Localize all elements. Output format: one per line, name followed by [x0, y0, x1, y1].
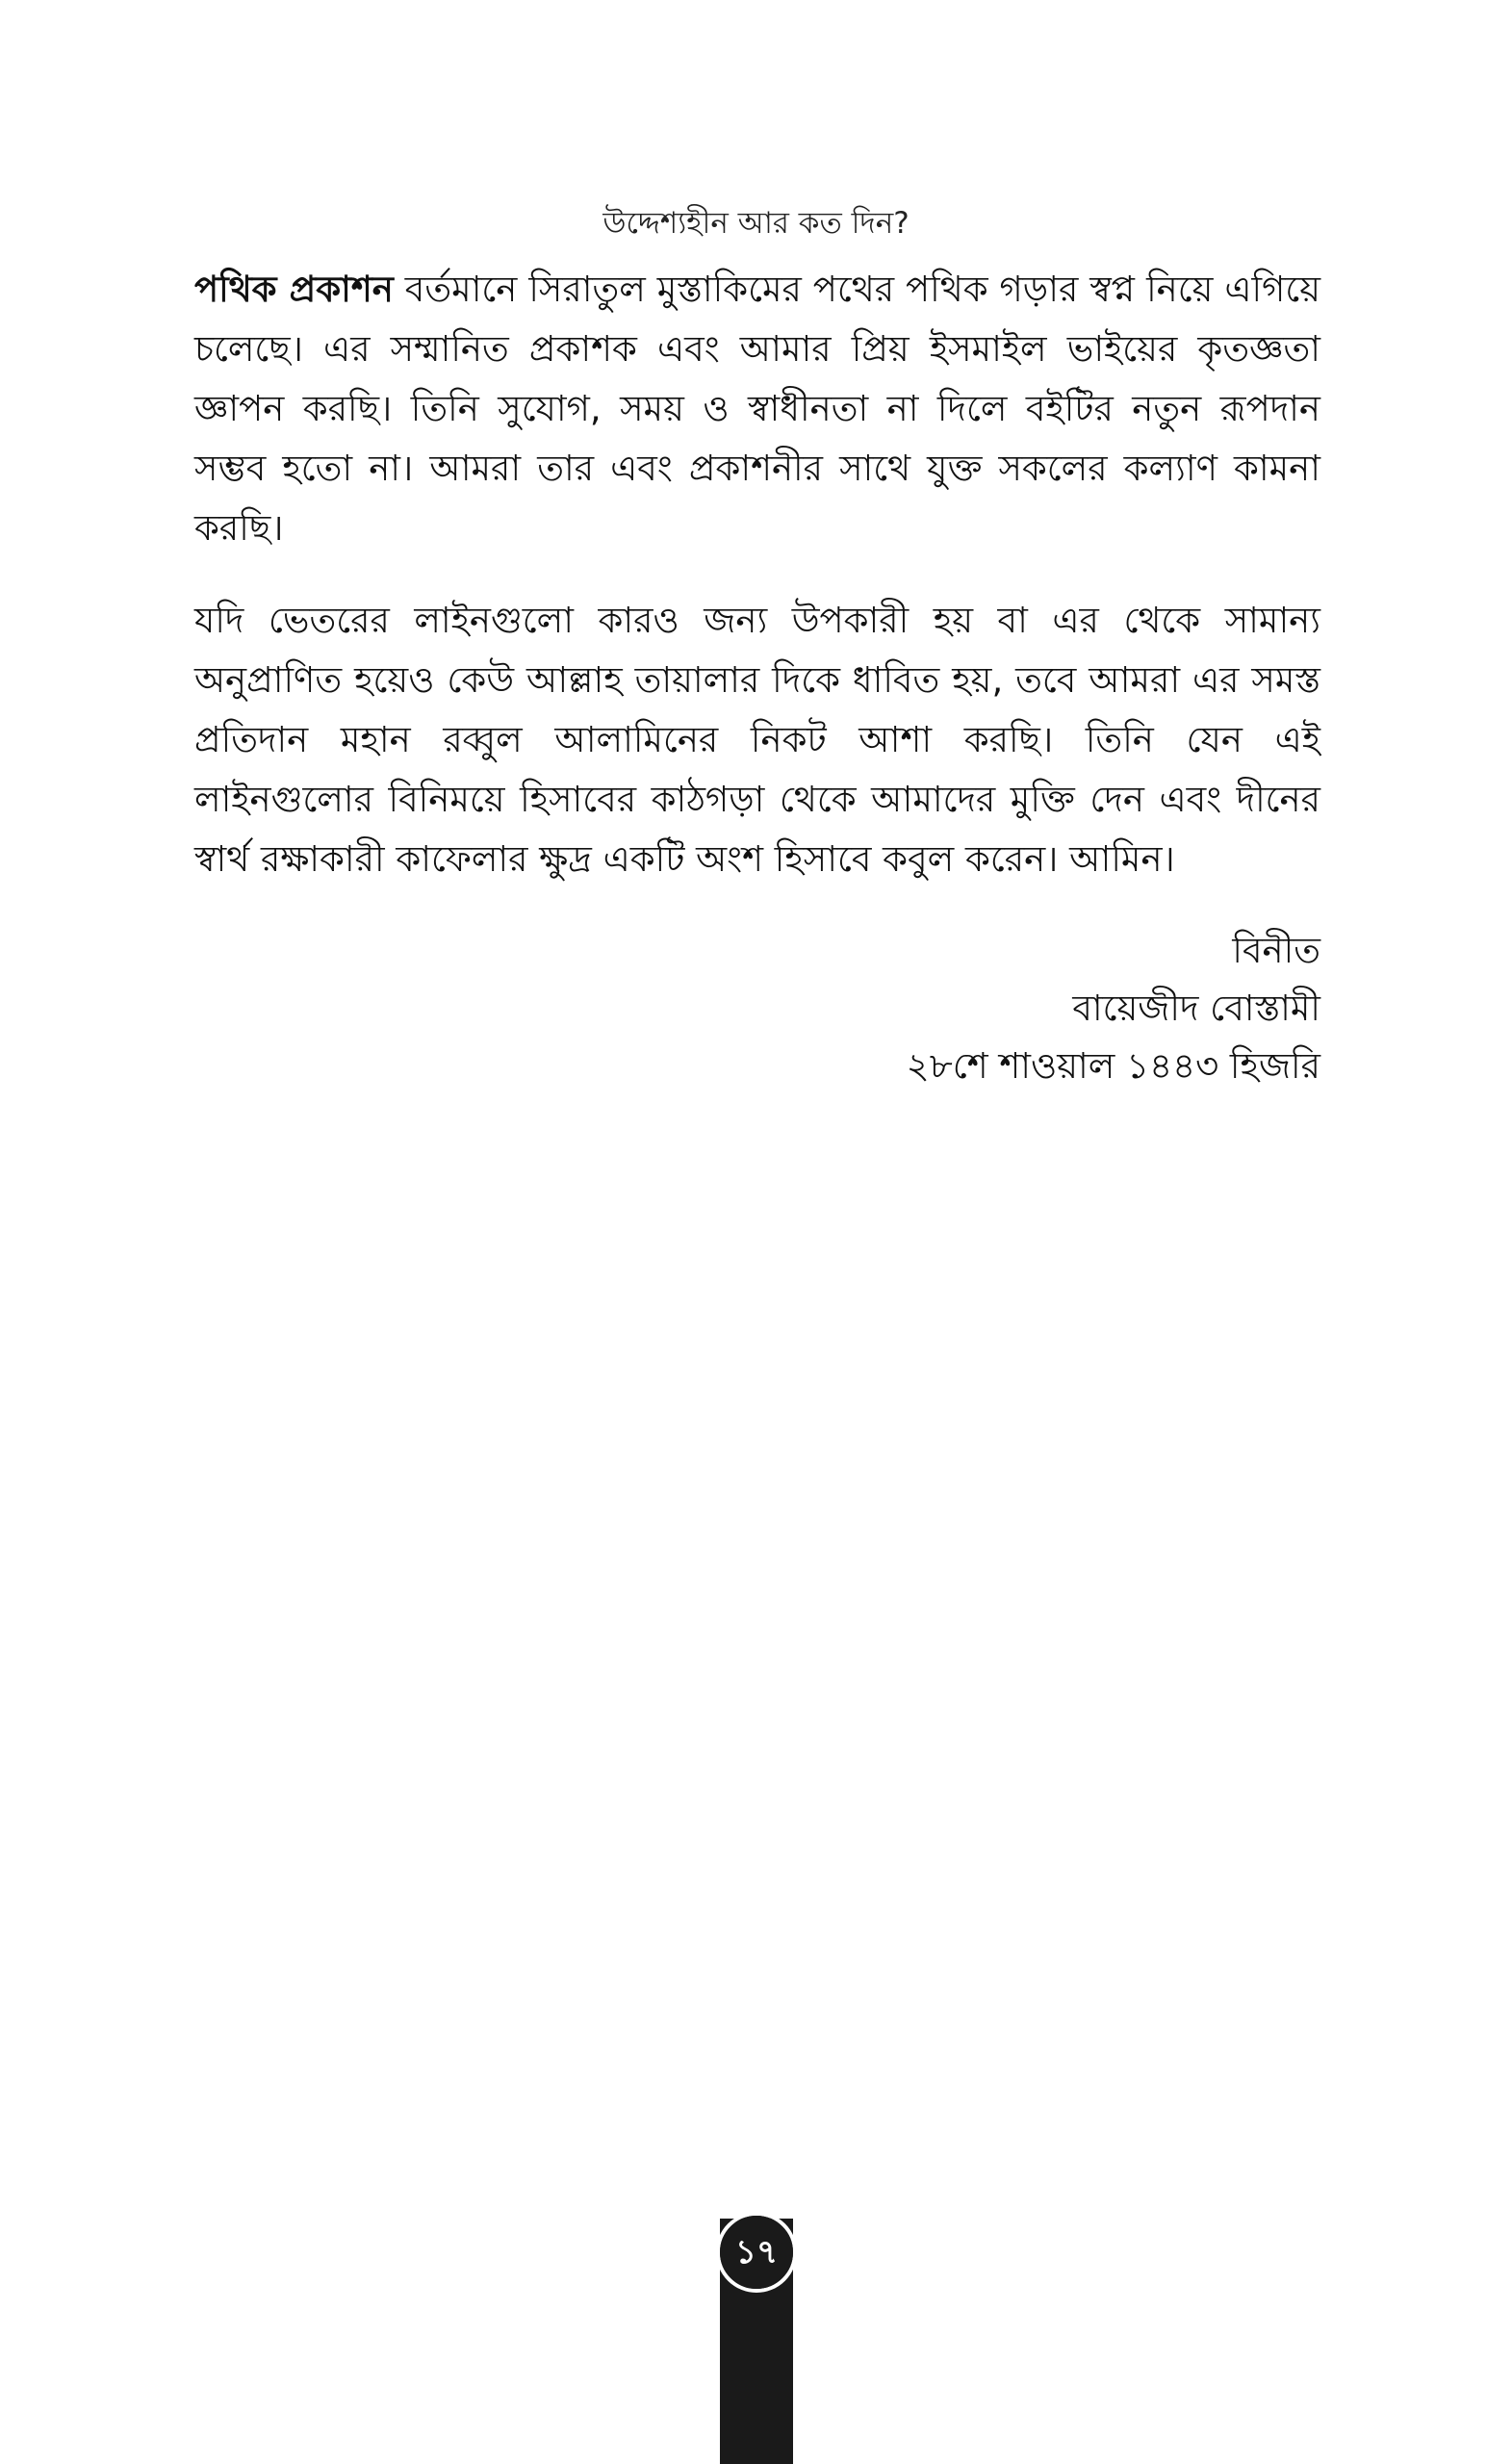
- signature-author: বায়েজীদ বোস্তামী: [1072, 988, 1320, 1029]
- paragraph-acknowledgement: [194, 260, 1320, 558]
- page-number: ১৭: [716, 2212, 797, 2293]
- body-text: [194, 260, 1320, 1095]
- publisher-name: পথিক প্রকাশন: [194, 269, 394, 310]
- signature-closing: বিনীত: [1232, 930, 1320, 971]
- running-head-title: উদ্দেশ্যহীন আর কত দিন?: [602, 206, 910, 241]
- signature-block: [194, 922, 1320, 1095]
- paragraph-prayer: যদি ভেতরের লাইনগুলো কারও জন্য উপকারী হয় বা এর থেকে সামান্য অনুপ্রাণিত হয়েও কেউ আল্লাহ তায়ালার দিকে ধাবিত হয়, তবে আমরা এর সমস্ত প্রতিদান মহান রব্বুল আলামিনের নিকট আশা করছি। তিনি যেন এই লাইনগুলোর বিনিময়ে হিসাবের কাঠগড়া থেকে আমাদের মুক্তি দেন এবং দীনের স্বার্থ রক্ষাকারী কাফেলার ক্ষুদ্র একটি অংশ হিসাবে কবুল করেন। আমিন।: [194, 600, 1320, 880]
- paragraph-acknowledgement-text: বর্তমানে সিরাতুল মুস্তাকিমের পথের পথিক গড়ার স্বপ্ন নিয়ে এগিয়ে চলেছে। এর সম্মানিত প্রকাশক এবং আমার প্রিয় ইসমাইল ভাইয়ের কৃতজ্ঞতা জ্ঞাপন করছি। তিনি সুযোগ, সময় ও স্বাধীনতা না দিলে বইটির নতুন রূপদান সম্ভব হতো না। আমরা তার এবং প্রকাশনীর সাথে যুক্ত সকলের কল্যাণ কামনা করছি।: [194, 269, 1320, 549]
- signature-date: ২৮শে শাওয়াল ১৪৪৩ হিজরি: [906, 1045, 1320, 1087]
